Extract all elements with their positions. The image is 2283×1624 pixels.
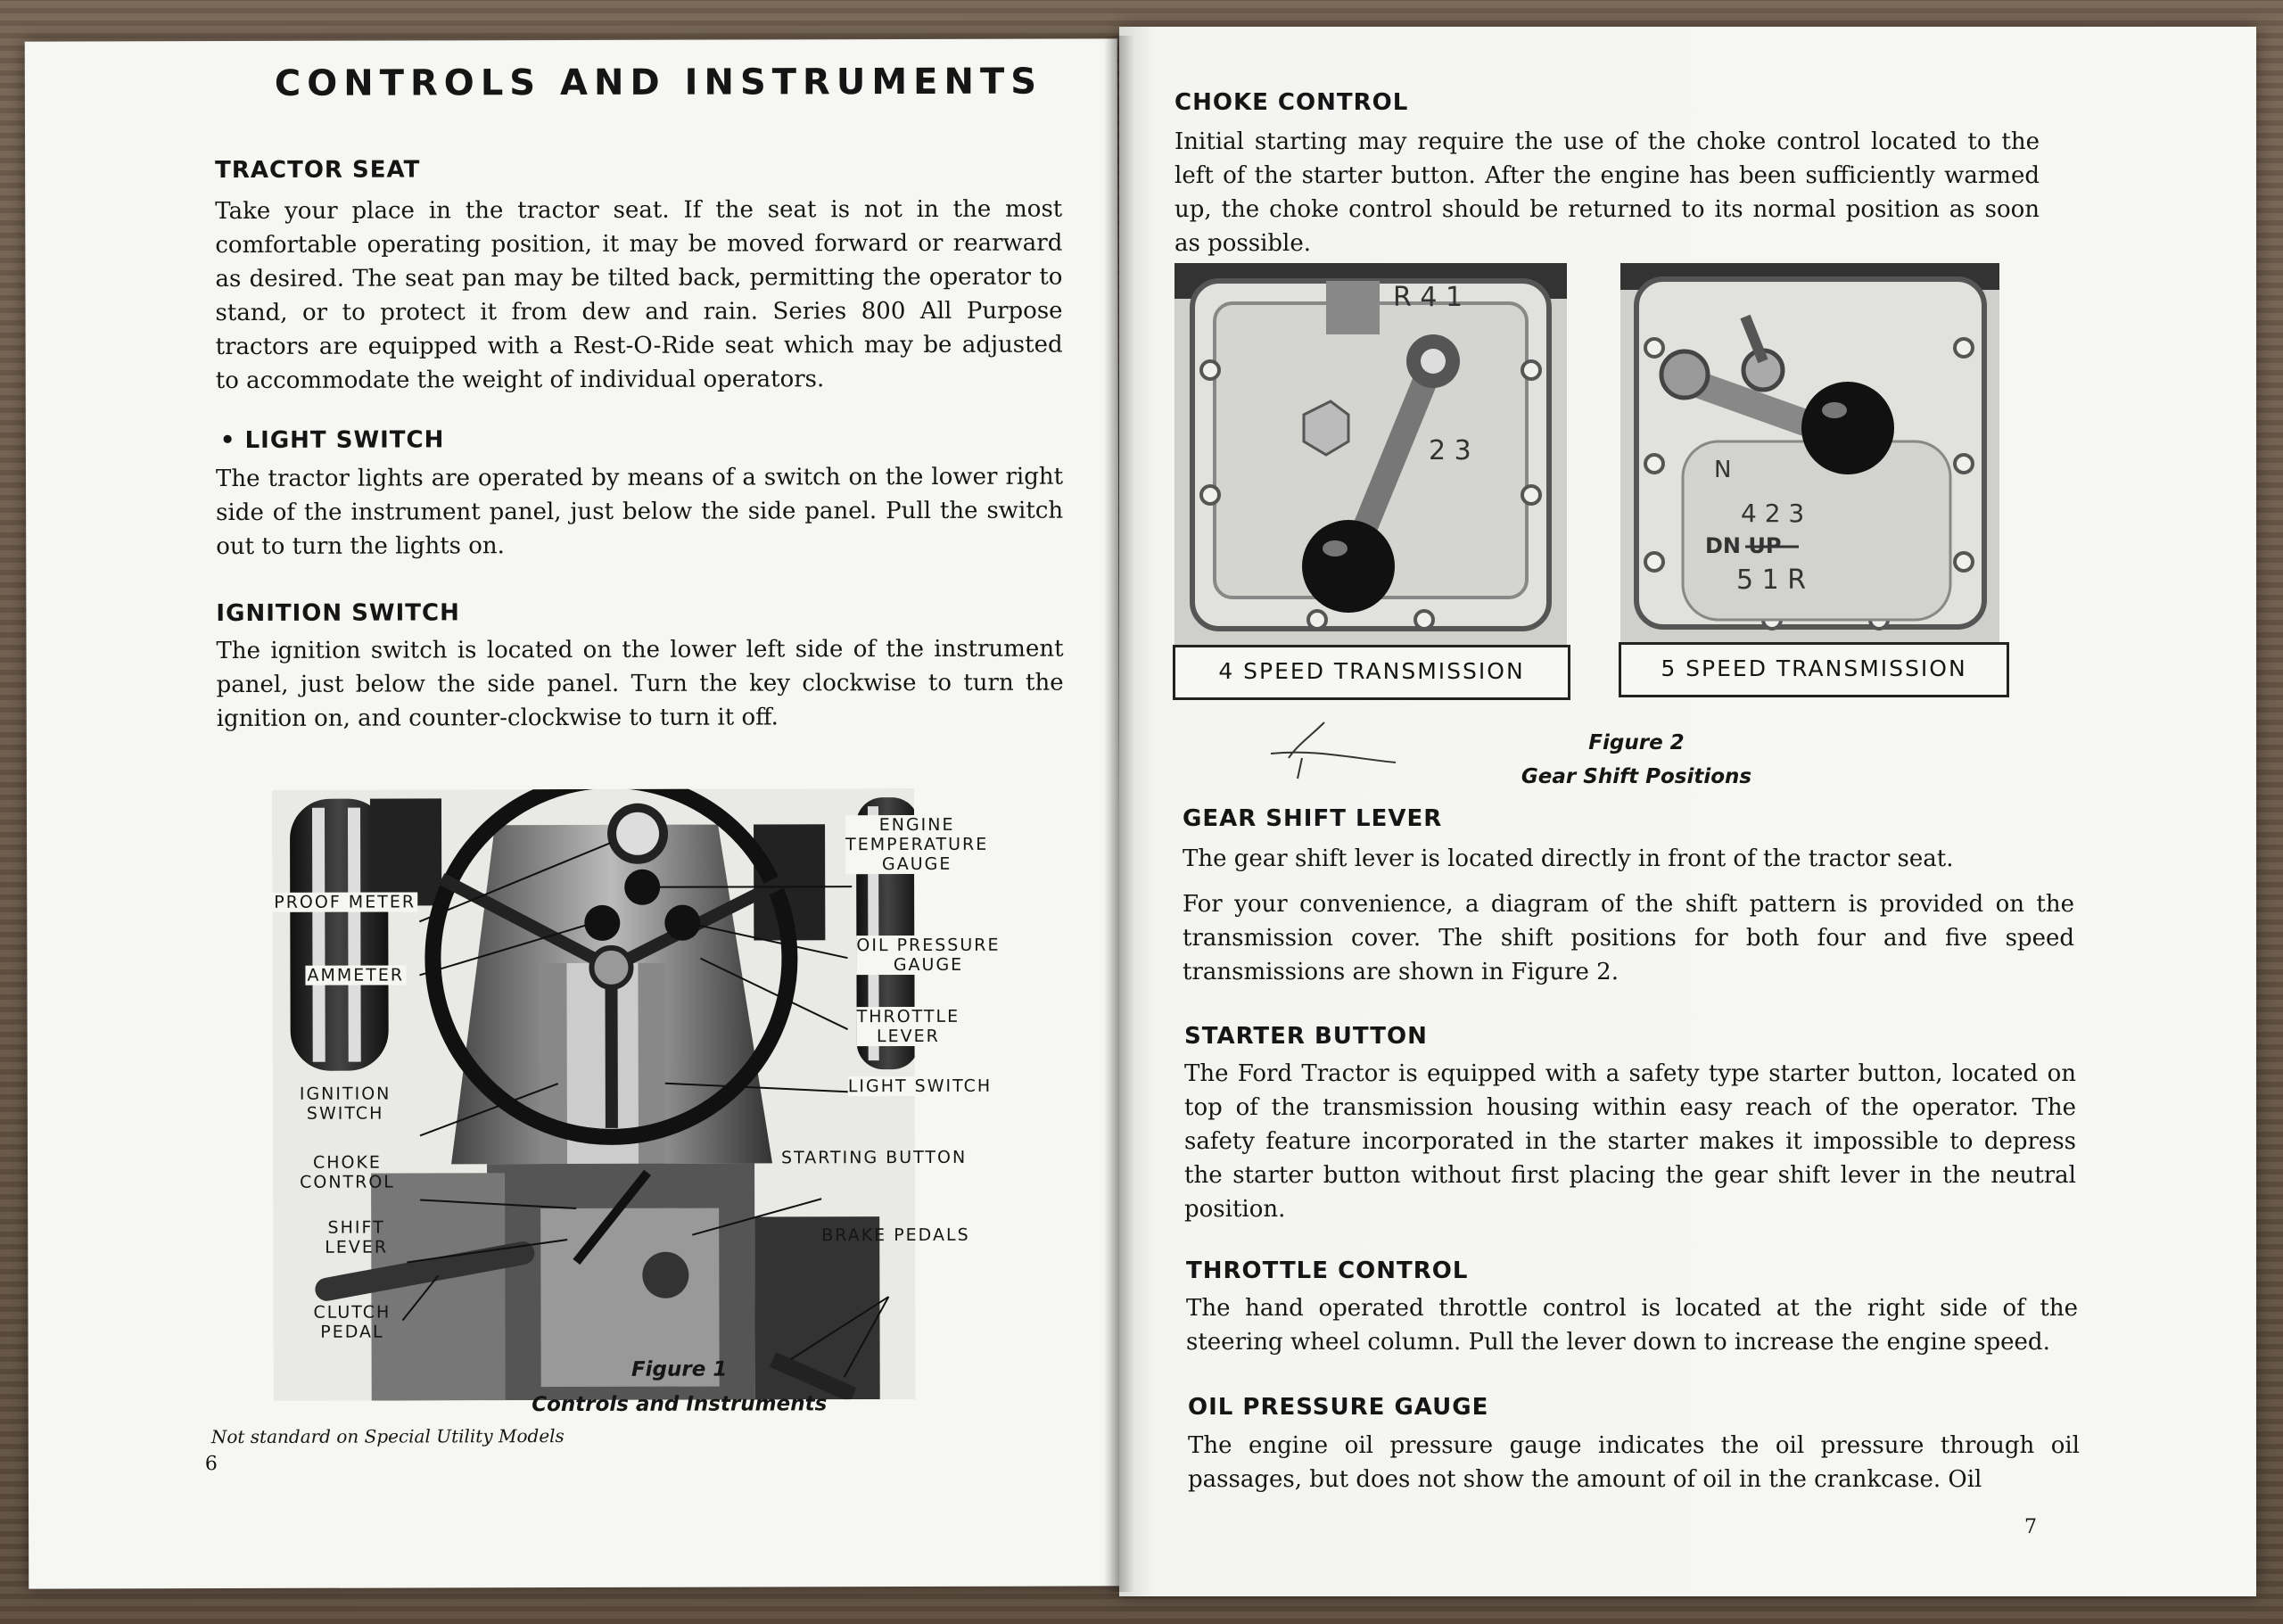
label-shift-lever: SHIFT LEVER: [325, 1217, 389, 1257]
section-body-choke-control: Initial starting may require the use of the choke control located to the left of the starter button. After the engine has been sufficiently warmed up, the choke control should be returned to its normal position as soon as possible.: [1174, 128, 2040, 257]
book-gutter: [1104, 36, 1134, 1592]
label-ignition-switch: IGNITION SWITCH: [299, 1084, 391, 1124]
label-starting-button: STARTING BUTTON: [780, 1147, 968, 1168]
four-speed-photo: [1174, 263, 1567, 647]
label-engine-temperature-gauge: ENGINE TEMPERATURE GAUGE: [845, 814, 989, 875]
five-speed-photo: [1620, 263, 1999, 647]
section-heading-throttle-control: THROTTLE CONTROL: [1186, 1257, 1469, 1284]
four-speed-top-marks: R 4 1: [1393, 282, 1463, 313]
section-body-starter-button: The Ford Tractor is equipped with a safety type starter button, located on top of the transmission housing within easy reach of the operator. The safety feature incorporated in the starter makes it impossible to depress the starter button without first placing the gear shift lever in the neutral position.: [1184, 1060, 2076, 1223]
footnote: Not standard on Special Utility Models: [210, 1425, 565, 1448]
label-light-switch: LIGHT SWITCH: [847, 1076, 993, 1097]
label-choke-control: CHOKE CONTROL: [300, 1152, 395, 1192]
figure-2-caption: Gear Shift Positions: [1521, 765, 1752, 788]
figure-1-caption: Controls and Instruments: [532, 1392, 828, 1417]
section-body-shift-pattern: For your convenience, a diagram of the shift pattern is provided on the transmission cover. The shift positions for both four and five speed transmissions are shown in Figure 2.: [1183, 891, 2074, 985]
five-speed-row2: DN UP: [1705, 533, 1782, 558]
four-speed-bottom-marks: 2 3: [1429, 435, 1471, 466]
section-body-throttle-control: The hand operated throttle control is located at the right side of the steering wheel column. Pull the lever down to increase the engine speed.: [1186, 1295, 2078, 1356]
section-body-ignition-switch: The ignition switch is located on the lower left side of the instrument panel, just below the side panel. Turn the key clockwise to turn the ignition on, and counter-clockwise to turn it off.: [216, 635, 1064, 733]
section-heading-ignition-switch: IGNITION SWITCH: [216, 599, 460, 628]
label-clutch-pedal: CLUTCH PEDAL: [313, 1302, 391, 1342]
label-throttle-lever: THROTTLE LEVER: [856, 1006, 960, 1047]
five-speed-row1: 4 2 3: [1741, 499, 1805, 528]
five-speed-label: 5 SPEED TRANSMISSION: [1619, 642, 2009, 697]
section-heading-choke-control: CHOKE CONTROL: [1174, 89, 1409, 116]
page-number: 7: [2024, 1516, 2037, 1538]
section-body-oil-pressure-gauge: The engine oil pressure gauge indicates the oil pressure through oil passages, but does not show the amount of oil in the crankcase. Oil: [1188, 1432, 2080, 1493]
figure-1-number: Figure 1: [631, 1357, 728, 1381]
figure-2-number: Figure 2: [1588, 731, 1685, 754]
five-speed-row3: 5 1 R: [1736, 565, 1807, 596]
label-ammeter: AMMETER: [307, 965, 405, 985]
pencil-mark-icon: [1262, 718, 1405, 780]
left-page: [25, 38, 1122, 1588]
label-proof-meter: PROOF METER: [274, 892, 416, 912]
section-heading-tractor-seat: TRACTOR SEAT: [215, 156, 421, 185]
label-brake-pedals: BRAKE PEDALS: [821, 1224, 970, 1246]
four-speed-label: 4 SPEED TRANSMISSION: [1173, 645, 1570, 700]
label-oil-pressure-gauge: OIL PRESSURE GAUGE: [856, 935, 1001, 976]
section-heading-oil-pressure-gauge: OIL PRESSURE GAUGE: [1188, 1394, 1489, 1421]
five-speed-neutral: N: [1714, 457, 1732, 483]
section-heading-starter-button: STARTER BUTTON: [1184, 1023, 1428, 1050]
page-title: CONTROLS AND INSTRUMENTS: [274, 61, 1043, 104]
section-heading-light-switch: • LIGHT SWITCH: [219, 426, 445, 455]
section-body-tractor-seat: Take your place in the tractor seat. If the seat is not in the most comfortable operating position, it may be moved forward or rearward as desired. The seat pan may be tilted back, permitting the operator to stand, or to protect it from dew and rain. Series 800 All Purpose tractors are equipped with a Rest-O-Ride seat which may be adjusted to accommodate the weight of individual operators.: [215, 195, 1063, 395]
section-body-gear-shift-lever: The gear shift lever is located directly in front of the tractor seat.: [1183, 845, 1954, 872]
section-body-light-switch: The tractor lights are operated by means of a switch on the lower right side of the instrument panel, just below the side panel. Pull the switch out to turn the lights on.: [215, 463, 1064, 561]
section-heading-gear-shift-lever: GEAR SHIFT LEVER: [1183, 805, 1443, 832]
page-number: 6: [204, 1453, 218, 1476]
right-page: [1119, 27, 2256, 1596]
